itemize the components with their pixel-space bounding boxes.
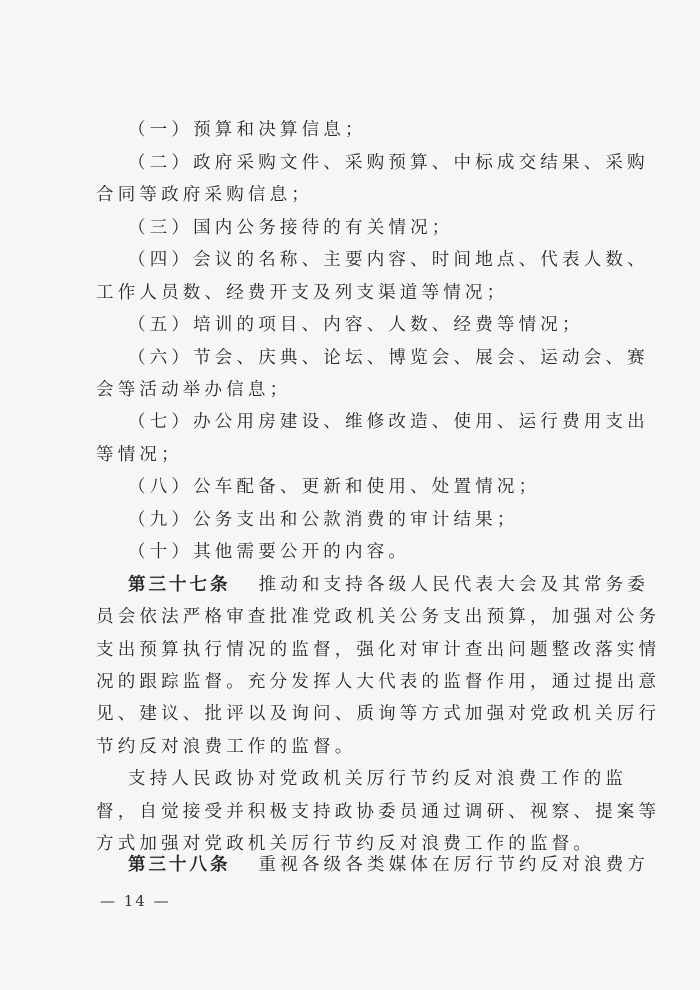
list-item-5: （五）培训的项目、内容、人数、经费等情况； (128, 315, 584, 335)
article-37-line: 支出预算执行情况的监督，强化对审计查出问题整改落实情 (96, 640, 661, 660)
article-37-line: 见、建议、批评以及询问、质询等方式加强对党政机关厉行 (96, 704, 661, 724)
paragraph-2-first-line: 支持人民政协对党政机关厉行节约反对浪费工作的监 (128, 769, 628, 789)
list-item-3: （三）国内公务接待的有关情况； (128, 218, 454, 238)
list-item-8: （八）公车配备、更新和使用、处置情况； (128, 477, 541, 497)
article-37-line: 况的跟踪监督。充分发挥人大代表的监督作用，通过提出意 (96, 672, 661, 692)
list-item-7: （七）办公用房建设、维修改造、使用、运行费用支出 (128, 412, 649, 432)
list-item-9: （九）公务支出和公款消费的审计结果； (128, 510, 519, 530)
article-37-title: 第三十七条 (128, 575, 231, 595)
list-item-10: （十）其他需要公开的内容。 (128, 542, 411, 562)
article-38-first-line (0, 853, 700, 877)
list-item-2-cont: 合同等政府采购信息； (96, 185, 313, 205)
paragraph-2-line: 督，自觉接受并积极支持政协委员通过调研、视察、提案等 (96, 802, 661, 822)
list-item-6-cont: 会等活动举办信息； (96, 380, 292, 400)
article-37-line: 节约反对浪费工作的监督。 (96, 737, 357, 757)
article-37-first-line (0, 573, 700, 597)
list-item-2: （二）政府采购文件、采购预算、中标成交结果、采购 (128, 153, 649, 173)
list-item-4: （四）会议的名称、主要内容、时间地点、代表人数、 (128, 250, 649, 270)
article-38-text: 重视各级各类媒体在厉行节约反对浪费方 (258, 855, 650, 875)
list-item-6: （六）节会、庆典、论坛、博览会、展会、运动会、赛 (128, 348, 649, 368)
list-item-7-cont: 等情况； (96, 445, 183, 465)
list-item-1: （一）预算和决算信息； (128, 120, 367, 140)
page-number: — 14 — (100, 892, 171, 910)
article-37-text: 推动和支持各级人民代表大会及其常务委 (258, 575, 650, 595)
paragraph-2-line: 方式加强对党政机关厉行节约反对浪费工作的监督。 (96, 834, 596, 854)
article-38-title: 第三十八条 (128, 855, 231, 875)
list-item-4-cont: 工作人员数、经费开支及列支渠道等情况； (96, 283, 509, 303)
article-37-line: 员会依法严格审查批准党政机关公务支出预算，加强对公务 (96, 607, 661, 627)
